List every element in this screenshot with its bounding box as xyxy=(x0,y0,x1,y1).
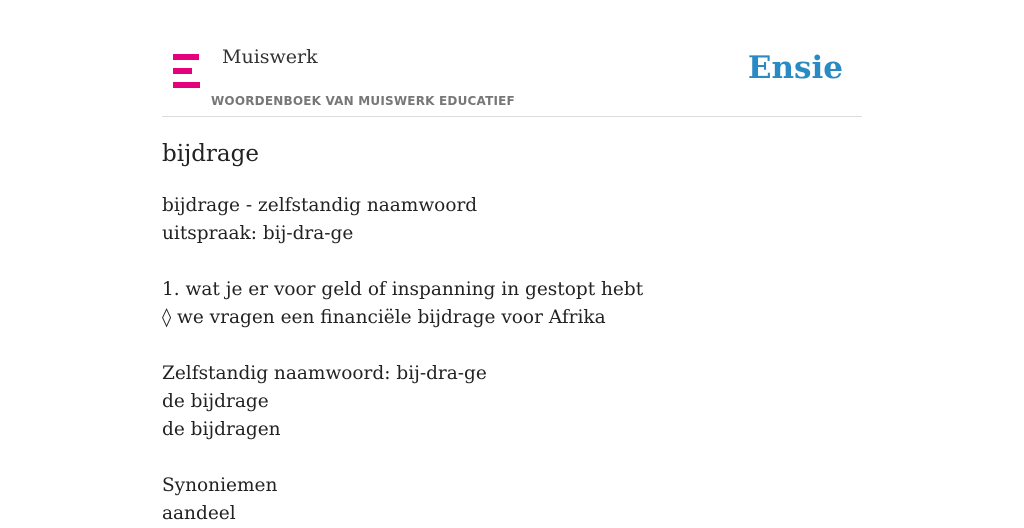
spacer xyxy=(162,248,862,276)
spacer xyxy=(162,444,862,472)
synonym-item[interactable]: aandeel xyxy=(162,503,236,524)
site-header xyxy=(162,0,862,117)
ensie-logo-link[interactable]: Ensie xyxy=(747,50,843,86)
logo-bar-middle xyxy=(173,68,192,74)
pronunciation-line: uitspraak: bij-dra-ge xyxy=(162,223,354,244)
brand-name-link[interactable]: Muiswerk xyxy=(222,46,318,68)
noun-header-line: Zelfstandig naamwoord: bij-dra-ge xyxy=(162,363,487,384)
logo-bar-top xyxy=(173,54,199,60)
definition-line: 1. wat je er voor geld of inspanning in gestopt hebt xyxy=(162,279,644,300)
singular-form-line: de bijdrage xyxy=(162,391,269,412)
brand-tagline: WOORDENBOEK VAN MUISWERK EDUCATIEF xyxy=(211,94,515,108)
logo-bar-bottom xyxy=(173,82,200,88)
entry-title: bijdrage xyxy=(162,141,259,167)
synonyms-header: Synoniemen xyxy=(162,475,278,496)
example-line: ◊ we vragen een financiële bijdrage voor Afrika xyxy=(162,307,606,328)
entry-content xyxy=(162,138,862,528)
part-of-speech-line: bijdrage - zelfstandig naamwoord xyxy=(162,195,478,216)
plural-form-line: de bijdragen xyxy=(162,419,281,440)
spacer xyxy=(162,332,862,360)
muiswerk-logo-icon[interactable] xyxy=(173,54,200,88)
